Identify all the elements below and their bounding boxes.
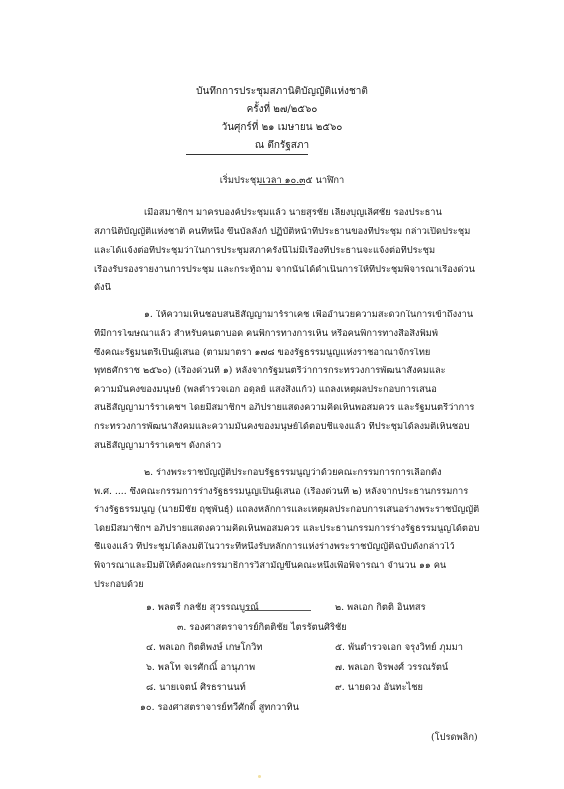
intro-line: สภานิติบัญญัติแห่งชาติ คนที่หนึ่ง ขึ้นบัลลังก์ ปฏิบัติหน้าที่ประธานของที่ประชุม กล่าวเปิดประชุม [94,227,471,237]
header-rule [186,154,308,155]
committee-member: ๙. นายดวง อันทะไชย [335,682,423,693]
item2-line: ประกอบด้วย [94,580,144,590]
start-time-underline [259,184,305,185]
committee-member: ๕. พันตำรวจเอก จรุงวิทย์ ภุมมา [335,642,464,653]
item2-line: พ.ศ. .... ซึ่งคณะกรรมการร่างรัฐธรรมนูญเป็นผู้เสนอ (เรื่องด่วนที่ ๒) หลังจากประธานกรรมการ [94,487,469,497]
committee-member: ๑๐. รองศาสตราจารย์ทวีศักดิ์ สูทกวาทิน [140,702,299,713]
item1-line: กระทรวงการพัฒนาสังคมและความมั่นคงของมนุษย์ได้ตอบชี้แจงแล้ว ที่ประชุมได้ลงมติเห็นชอบ [94,422,470,432]
doc-title: บันทึกการประชุมสภานิติบัญญัติแห่งชาติ [196,86,368,97]
item2-line: โดยมีสมาชิกฯ อภิปรายแสดงความคิดเห็นพอสมควร และประธานกรรมการร่างรัฐธรรมนูญได้ตอบ [94,524,480,534]
turn-over-note: (โปรดพลิก) [431,732,478,743]
committee-member: ๔. พลเอก กิตติพงษ์ เกษโกวิท [146,642,263,653]
intro-line: เมื่อสมาชิกฯ มาครบองค์ประชุมแล้ว นายสุรชัย เลี้ยงบุญเลิศชัย รองประธาน [144,208,442,218]
start-time: เริ่มประชุมเวลา ๑๐.๓๕ นาฬิกา [219,175,345,186]
meeting-place: ณ ตึกรัฐสภา [254,140,310,151]
item1-line: ที่มีการโฆษณาแล้ว สำหรับคนตาบอด คนพิการทางการเห็น หรือคนพิการทางสื่อสิ่งพิมพ์ [94,329,438,339]
member-rule [245,610,311,611]
item1-line: พุทธศักราช ๒๕๖๐) (เรื่องด่วนที่ ๑) หลังจากรัฐมนตรีว่าการกระทรวงการพัฒนาสังคมและ [94,366,446,376]
item1-line: ซึ่งคณะรัฐมนตรีเป็นผู้เสนอ (ตามมาตรา ๑๗๘ ของรัฐธรรมนูญแห่งราชอาณาจักรไทย [94,348,431,358]
item1-line: สนธิสัญญามาร์ราเคชฯ โดยมีสมาชิกฯ อภิปรายแสดงความคิดเห็นพอสมควร และรัฐมนตรีว่าการ [94,403,475,413]
committee-member: ๑. พลตรี กลชัย สุวรรณบูรณ์ [146,602,259,613]
committee-member: ๖. พลโท จเรศักณิ์ อานุภาพ [146,662,256,673]
committee-member: ๓. รองศาสตราจารย์กิตติชัย ไตรรัตนศิริชัย [177,622,347,633]
committee-member: ๒. พลเอก กิตติ อินทสร [335,602,426,613]
page-speck [258,775,261,778]
item2-line: ร่างรัฐธรรมนูญ (นายมีชัย ฤชุพันธุ์) แถลงหลักการและเหตุผลประกอบการเสนอร่างพระราชบัญญัติ [94,505,480,515]
item1-line: ๑. ให้ความเห็นชอบสนธิสัญญามาร์ราเคช เพื่ออำนวยความสะดวกในการเข้าถึงงาน [144,310,474,320]
intro-line: ดังนี้ [94,283,111,293]
intro-line: และได้แจ้งต่อที่ประชุมว่าในการประชุมสภาครั้งนี้ไม่มีเรื่องที่ประธานจะแจ้งต่อที่ประชุม [94,246,436,256]
intro-line: เรื่องรับรองรายงานการประชุม และกระทู้ถาม จากนั้นได้ดำเนินการให้ที่ประชุมพิจารณาเรื่องด่วน [94,265,475,275]
meeting-date: วันศุกร์ที่ ๒๑ เมษายน ๒๕๖๐ [221,122,343,133]
item2-line: พิจารณาและมีมติให้ตั้งคณะกรรมาธิการวิสามัญขึ้นคณะหนึ่งเพื่อพิจารณา จำนวน ๑๑ คน [94,561,447,571]
committee-member: ๗. พลเอก จิรพงศ์ วรรณรัตน์ [335,662,449,673]
session-number: ครั้งที่ ๒๗/๒๕๖๐ [246,104,318,115]
item1-line: สนธิสัญญามาร์ราเคชฯ ดังกล่าว [94,441,222,451]
item2-line: ชี้แจงแล้ว ที่ประชุมได้ลงมติในวาระที่หนึ่งรับหลักการแห่งร่างพระราชบัญญัติฉบับดังกล่าวไว้ [94,542,455,552]
item1-line: ความมั่นคงของมนุษย์ (พลตำรวจเอก อดุลย์ แสงสิงแก้ว) แถลงเหตุผลประกอบการเสนอ [94,385,437,395]
item2-line: ๒. ร่างพระราชบัญญัติประกอบรัฐธรรมนูญว่าด้วยคณะกรรมการการเลือกตั้ง [144,468,442,478]
committee-member: ๘. นายเจตน์ ศิรธรานนท์ [146,682,246,693]
